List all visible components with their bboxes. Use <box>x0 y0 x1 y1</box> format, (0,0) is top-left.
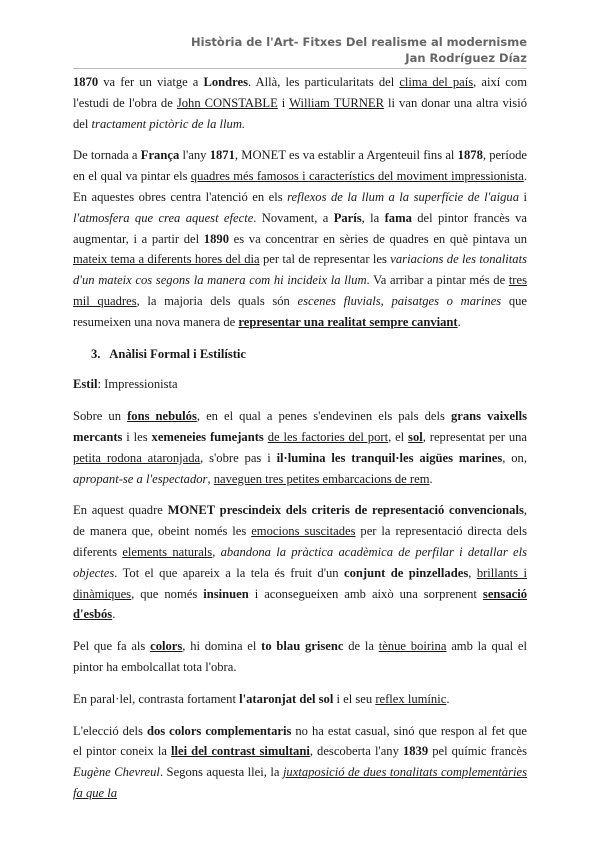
document-author: Jan Rodríguez Díaz <box>405 51 527 65</box>
paragraph-technique: En aquest quadre MONET prescindeix dels criteris de representació convencionals, de manera que, obeint només les emocions suscitades per la representació directa dels diferents elements naturals, abandona la pràctica acadèmica de perfilar i detallar els objectes. Tot el que apareix a la tela és fruit d'un conjunt de pinzellades, brillants i dinàmiques, que només insinuen i aconsegueixen amb això una sorprenent sensació d'esbós. <box>73 503 528 622</box>
document-body <box>73 72 527 815</box>
page-header <box>191 34 527 66</box>
paragraph-london: 1870 va fer un viatge a Londres. Allà, les particularitats del clima del país, així com l'estudi de l'obra de John CONSTABLE i William TURNER li van donar una altra visió del tractament pictòric de la llum. <box>73 75 528 131</box>
header-divider <box>73 68 527 69</box>
paragraph-contrast: En paral·lel, contrasta fortament l'ataronjat del sol i el seu reflex lumínic. <box>73 691 450 706</box>
document-title: Història de l'Art- Fitxes Del realisme al modernisme <box>191 35 527 49</box>
paragraph-description: Sobre un fons nebulós, en el qual a penes s'endevinen els pals dels grans vaixells mercants i les xemeneies fumejants de les factories del port, el sol, representat per una petita rodona ataronjada, s'obre pas i il·lumina les tranquil·les aigües marines, on, apropant-se a l'espectador, naveguen tres petites embarcacions de rem. <box>73 409 528 486</box>
section-heading: 3. Anàlisi Formal i Estilístic <box>91 346 246 361</box>
paragraph-complementary: L'elecció dels dos colors complementaris no ha estat casual, sinó que respon al fet que el pintor coneix la llei del contrast simultani, descoberta l'any 1839 pel químic francès Eugène Chevreul. Segons aquesta llei, la juxtaposició de dues tonalitats complementàries fa que la <box>73 723 528 800</box>
paragraph-france: De tornada a França l'any 1871, MONET es va establir a Argenteuil fins al 1878, període en el qual va pintar els quadres més famosos i característics del moviment impressionista. En aquestes obres centra l'atenció en els reflexos de la llum a la superfície de l'aigua i l'atmosfera que crea aquest efecte. Novament, a París, la fama del pintor francès va augmentar, i a partir del 1890 es va concentrar en sèries de quadres en què pintava un mateix tema a diferents hores del dia per tal de representar les variacions de les tonalitats d'un mateix cos segons la manera com hi incideix la llum. Va arribar a pintar més de tres mil quadres, la majoria dels quals són escenes fluvials, paisatges o marines que resumeixen una nova manera de representar una realitat sempre canviant. <box>73 148 528 329</box>
paragraph-colors: Pel que fa als colors, hi domina el to blau grisenc de la tènue boirina amb la qual el pintor ha embolcallat tota l'obra. <box>73 639 528 674</box>
style-line: Estil: Impressionista <box>73 377 178 392</box>
